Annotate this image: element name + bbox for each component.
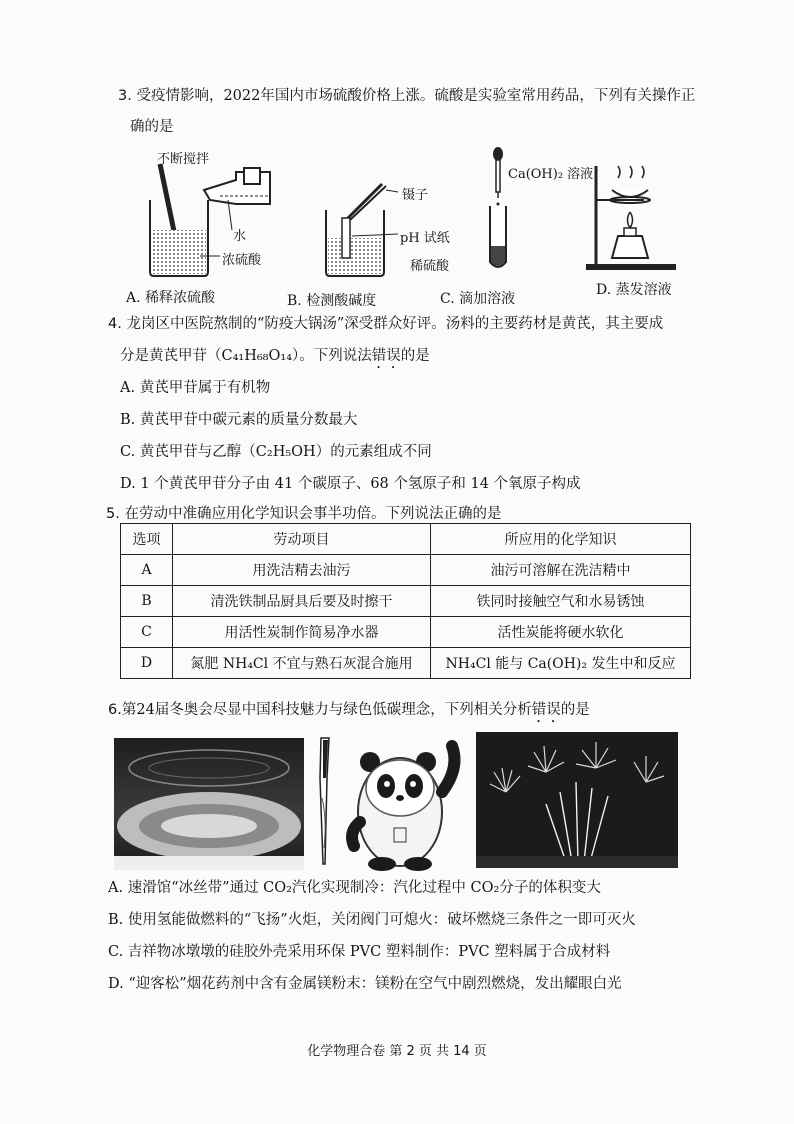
q6-stem-pre: 第24届冬奥会尽显中国科技魅力与绿色低碳理念，下列相关分析	[121, 702, 532, 718]
q4-option-d: D. 1 个黄芪甲苷分子由 41 个碳原子、68 个氢原子和 14 个氧原子构成	[120, 476, 581, 492]
q4-stem-post: 的是	[400, 348, 430, 364]
photo-ice-ribbon-stadium	[114, 738, 304, 870]
table-row	[121, 648, 691, 679]
fig-c-dropper-bulb	[493, 147, 503, 161]
q5-stem	[106, 504, 501, 524]
table-row	[121, 617, 691, 648]
fig-a-dilution-diagram	[140, 160, 290, 290]
table-header-row	[121, 524, 691, 555]
q5-table	[120, 523, 691, 679]
q6-option-b: B. 使用氢能做燃料的“飞扬”火炬，关闭阀门可熄火：破坏燃烧三条件之一即可灭火	[108, 912, 636, 928]
q4-option-c: C. 黄芪甲苷与乙醇（C₂H₅OH）的元素组成不同	[120, 444, 432, 460]
q4-option-b: B. 黄芪甲苷中碳元素的质量分数最大	[120, 412, 358, 428]
table-cell: 活性炭能将硬水软化	[431, 617, 691, 648]
page-footer: 化学物理合卷 第 2 页 共 14 页	[307, 1044, 487, 1059]
q6-stem-post: 的是	[560, 702, 590, 718]
q4-stem-pre: 分是黄芪甲苷（C₄₁H₆₈O₁₄）。下列说法	[120, 348, 372, 364]
fig-a-label-acid: 浓硫酸	[222, 253, 262, 268]
q4-stem-emphasis: 错误	[371, 348, 401, 364]
q6-number: 6.	[108, 702, 122, 718]
fig-d-evaporation-diagram	[582, 160, 682, 280]
q3-stem-text: 受疫情影响，2022年国内市场硫酸价格上涨。硫酸是实验室常用药品，下列有关操作正	[136, 88, 696, 104]
q3-stem-line2: 确的是	[130, 119, 174, 135]
fig-b-label-tweezers: 镊子	[402, 188, 429, 203]
photo-welcoming-pine-fireworks	[476, 732, 678, 868]
q4-number: 4.	[108, 316, 122, 332]
fig-c-label-solution: Ca(OH)₂ 溶液	[508, 167, 594, 182]
table-cell: D	[121, 648, 173, 679]
table-cell: 铁同时接触空气和水易锈蚀	[431, 586, 691, 617]
fig-b-ph-paper	[342, 218, 350, 258]
fig-b-tweezers	[346, 184, 382, 220]
q3-stem-line1	[118, 86, 695, 106]
table-cell: B	[121, 586, 173, 617]
table-cell: NH₄Cl 能与 Ca(OH)₂ 发生中和反应	[431, 648, 691, 679]
q6-option-c: C. 吉祥物冰墩墩的硅胶外壳采用环保 PVC 塑料制作：PVC 塑料属于合成材料	[108, 944, 611, 960]
fig-a-label-water: 水	[233, 229, 247, 244]
table-cell: C	[121, 617, 173, 648]
table-header-task: 劳动项目	[173, 524, 431, 555]
fig-a-caption: A. 稀释浓硫酸	[126, 290, 216, 306]
q6-option-d: D. “迎客松”烟花药剂中含有金属镁粉末：镁粉在空气中剧烈燃烧，发出耀眼白光	[108, 976, 622, 992]
table-cell: 用活性炭制作简易净水器	[173, 617, 431, 648]
table-row	[121, 555, 691, 586]
q5-number: 5.	[106, 506, 120, 522]
q4-stem-text: 龙岗区中医院熬制的“防疫大锅汤”深受群众好评。汤料的主要药材是黄芪，其主要成	[126, 316, 664, 332]
q6-stem-emphasis: 错误	[531, 702, 561, 718]
fig-a-label-stir: 不断搅拌	[157, 152, 210, 167]
table-cell: 清洗铁制品厨具后要及时擦干	[173, 586, 431, 617]
fig-c-label-dilute: 稀硫酸	[410, 259, 450, 274]
fig-c-caption: C. 滴加溶液	[440, 291, 516, 307]
q4-stem-line2	[120, 346, 430, 372]
q6-option-a: A. 速滑馆“冰丝带”通过 CO₂汽化实现制冷：汽化过程中 CO₂分子的体积变大	[108, 880, 601, 896]
q4-stem-line1	[108, 314, 663, 334]
fig-d-caption: D. 蒸发溶液	[596, 282, 672, 298]
table-cell: 氮肥 NH₄Cl 不宜与熟石灰混合施用	[173, 648, 431, 679]
q4-option-a: A. 黄芪甲苷属于有机物	[120, 380, 271, 396]
q6-stem	[108, 700, 590, 726]
table-row	[121, 586, 691, 617]
table-header-option: 选项	[121, 524, 173, 555]
fig-b-label-ph: pH 试纸	[400, 231, 450, 246]
table-cell: 油污可溶解在洗洁精中	[431, 555, 691, 586]
fig-d-dish	[612, 190, 648, 197]
table-cell: A	[121, 555, 173, 586]
q3-number: 3.	[118, 88, 132, 104]
photo-bing-dwen-dwen	[342, 732, 464, 872]
fig-b-caption: B. 检测酸碱度	[287, 293, 377, 309]
fig-d-alcohol-lamp	[612, 236, 648, 258]
table-header-knowledge: 所应用的化学知识	[431, 524, 691, 555]
photo-feiyang-torch	[313, 738, 335, 868]
q5-stem-text: 在劳动中准确应用化学知识会事半功倍。下列说法正确的是	[124, 506, 502, 522]
table-cell: 用洗洁精去油污	[173, 555, 431, 586]
